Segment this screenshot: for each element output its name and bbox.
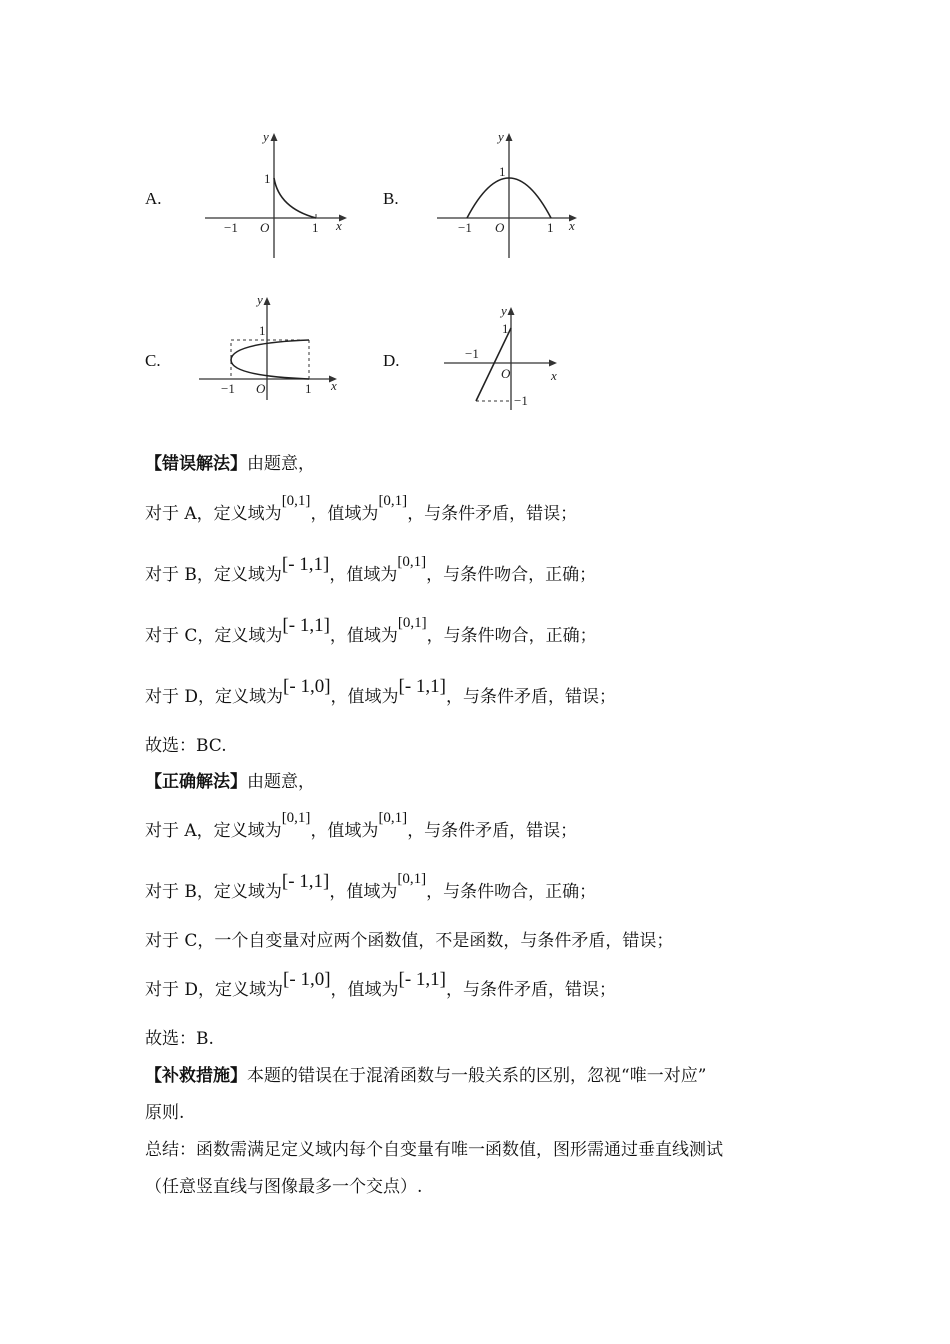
right-line-a: 对于 A，定义域为[0,1]，值域为[0,1]，与条件矛盾，错误； bbox=[145, 810, 578, 841]
remedy-heading: 【补救措施】 bbox=[145, 1066, 247, 1086]
line-segment bbox=[476, 328, 511, 401]
minus-one-label: −1 bbox=[458, 220, 472, 235]
remedy-line-1: 【补救措施】本题的错误在于混淆函数与一般关系的区别，忽视“唯一对应” bbox=[145, 1066, 707, 1086]
y-one-label: 1 bbox=[259, 323, 266, 338]
x-arrow-icon bbox=[549, 360, 557, 367]
x-label: x bbox=[551, 368, 557, 383]
curve bbox=[274, 178, 316, 218]
wrong-intro: 由题意， bbox=[247, 454, 315, 474]
y-label: y bbox=[498, 129, 504, 144]
math: [0,1] bbox=[281, 810, 311, 826]
right-intro: 由题意， bbox=[247, 772, 315, 792]
math: [- 1,1] bbox=[398, 969, 447, 990]
wrong-line-d: 对于 D，定义域为[- 1,0]，值域为[- 1,1]，与条件矛盾，错误； bbox=[145, 676, 617, 707]
y-arrow-icon bbox=[508, 307, 515, 315]
x-label: x bbox=[569, 218, 575, 233]
summary-line-2: （任意竖直线与图像最多一个交点）. bbox=[145, 1177, 423, 1197]
y-label: y bbox=[501, 303, 507, 318]
right-line-d: 对于 D，定义域为[- 1,0]，值域为[- 1,1]，与条件矛盾，错误； bbox=[145, 969, 617, 1000]
math: [- 1,1] bbox=[398, 676, 447, 697]
option-c-label: C. bbox=[145, 351, 161, 370]
y-arrow-icon bbox=[271, 133, 278, 141]
y-one-label: 1 bbox=[264, 171, 271, 186]
y-label: y bbox=[263, 129, 269, 144]
summary-line-1: 总结：函数需满足定义域内每个自变量有唯一函数值，图形需通过垂直线测试 bbox=[145, 1140, 723, 1160]
wrong-heading: 【错误解法】 bbox=[145, 454, 247, 474]
y-label: y bbox=[257, 292, 263, 307]
x-label: x bbox=[331, 378, 337, 393]
graph-a bbox=[195, 128, 355, 263]
x-one-label: 1 bbox=[305, 381, 312, 396]
dashed-box bbox=[231, 340, 309, 379]
math: [0,1] bbox=[281, 493, 311, 509]
y-arrow-icon bbox=[506, 133, 513, 141]
graph-d bbox=[440, 300, 575, 412]
y-arrow-icon bbox=[264, 297, 271, 305]
option-a-label: A. bbox=[145, 189, 162, 208]
minus-one-y-label: −1 bbox=[514, 393, 528, 408]
math: [- 1,1] bbox=[282, 615, 330, 636]
remedy-line-2: 原则. bbox=[145, 1103, 185, 1123]
origin-label: O bbox=[260, 220, 270, 235]
minus-one-label: −1 bbox=[465, 346, 479, 361]
math: [0,1] bbox=[378, 810, 408, 826]
option-b-label: B. bbox=[383, 189, 399, 208]
y-one-label: 1 bbox=[499, 164, 506, 179]
math: [0,1] bbox=[397, 554, 427, 570]
graph-b bbox=[432, 128, 587, 263]
math: [- 1,0] bbox=[283, 969, 331, 990]
graph-c bbox=[195, 290, 355, 402]
wrong-heading-line bbox=[145, 449, 315, 474]
right-line-c: 对于 C，一个自变量对应两个函数值，不是函数，与条件矛盾，错误； bbox=[145, 931, 674, 951]
wrong-line-a: 对于 A，定义域为[0,1]，值域为[0,1]，与条件矛盾，错误； bbox=[145, 493, 578, 524]
x-one-label: 1 bbox=[312, 220, 319, 235]
right-heading: 【正确解法】 bbox=[145, 772, 247, 792]
y-one-label: 1 bbox=[502, 321, 509, 336]
right-line-b: 对于 B，定义域为[- 1,1]，值域为[0,1]，与条件吻合，正确； bbox=[145, 871, 597, 902]
math: [0,1] bbox=[378, 493, 408, 509]
math: [- 1,1] bbox=[281, 871, 330, 892]
option-d-label: D. bbox=[383, 351, 400, 370]
origin-label: O bbox=[495, 220, 505, 235]
minus-one-label: −1 bbox=[224, 220, 238, 235]
wrong-answer: 故选：BC. bbox=[145, 736, 227, 756]
right-heading-line bbox=[145, 767, 315, 792]
wrong-line-b: 对于 B，定义域为[- 1,1]，值域为[0,1]，与条件吻合，正确； bbox=[145, 554, 597, 585]
x-one-label: 1 bbox=[547, 220, 554, 235]
origin-label: O bbox=[501, 366, 511, 381]
math: [- 1,1] bbox=[281, 554, 330, 575]
curve bbox=[231, 340, 309, 379]
x-label: x bbox=[336, 218, 342, 233]
origin-label: O bbox=[256, 381, 266, 396]
math: [- 1,0] bbox=[283, 676, 331, 697]
math: [0,1] bbox=[397, 615, 427, 631]
math: [0,1] bbox=[397, 871, 427, 887]
right-answer: 故选：B. bbox=[145, 1029, 214, 1049]
minus-one-label: −1 bbox=[221, 381, 235, 396]
wrong-line-c: 对于 C，定义域为[- 1,1]，值域为[0,1]，与条件吻合，正确； bbox=[145, 615, 597, 646]
